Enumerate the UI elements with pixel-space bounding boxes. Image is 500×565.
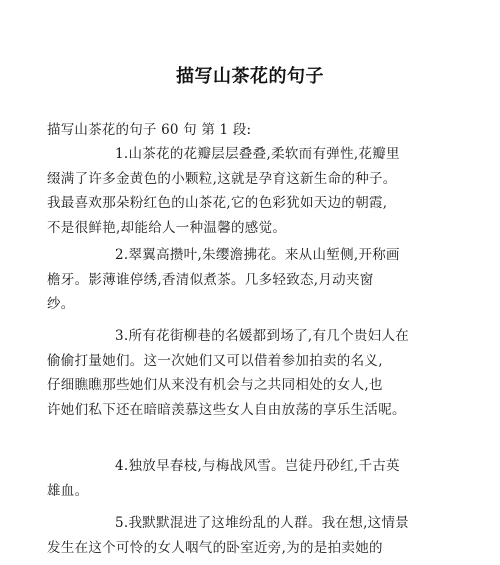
paragraph-3 — [47, 324, 462, 422]
paragraph-4 — [47, 454, 462, 503]
paragraph-line: 偷偷打量她们。这一次她们又可以借着参加拍卖的名义, — [47, 352, 383, 369]
page-title: 描写山茶花的句子 — [176, 66, 324, 87]
paragraph-line: 檐牙。影薄谁停绣,香清似煮茶。几多轻致态,月动夹窗 — [47, 271, 374, 288]
paragraph-line: 我最喜欢那朵粉红色的山茶花,它的色彩犹如天边的朝霞, — [47, 195, 388, 211]
paragraph-line: 2.翠翼高攒叶,朱缨澹拂花。来从山堑侧,开称画 — [115, 247, 400, 263]
paragraph-line: 3.所有花街柳巷的名媛都到场了,有几个贵妇人在 — [115, 328, 410, 344]
paragraph-line: 1.山茶花的花瓣层层叠叠,柔软而有弹性,花瓣里 — [115, 146, 400, 162]
paragraph-line: 许她们私下还在暗暗羡慕这些女人自由放荡的享乐生活呢。 — [47, 401, 406, 418]
paragraph-2 — [47, 243, 462, 317]
paragraph-line: 雄血。 — [47, 482, 89, 499]
paragraph-1 — [47, 142, 462, 240]
paragraph-line: 发生在这个可怜的女人咽气的卧室近旁,为的是拍卖她的 — [47, 539, 383, 556]
section-intro: 描写山茶花的句子 60 句 第 1 段: — [47, 122, 252, 138]
paragraph-line: 纱。 — [47, 296, 75, 312]
paragraph-line: 5.我默默混进了这堆纷乱的人群。我在想,这情景 — [115, 515, 410, 531]
paragraph-line: 4.独放早春枝,与梅战风雪。岂徒丹砂红,千古英 — [115, 458, 400, 474]
paragraph-line: 缀满了许多金黄色的小颗粒,这就是孕育这新生命的种子。 — [47, 170, 397, 187]
paragraph-line: 不是很鲜艳,却能给人一种温馨的感觉。 — [47, 219, 287, 236]
paragraph-line: 仔细瞧瞧那些她们从来没有机会与之共同相处的女人,也 — [47, 377, 383, 393]
paragraph-5 — [47, 511, 462, 560]
